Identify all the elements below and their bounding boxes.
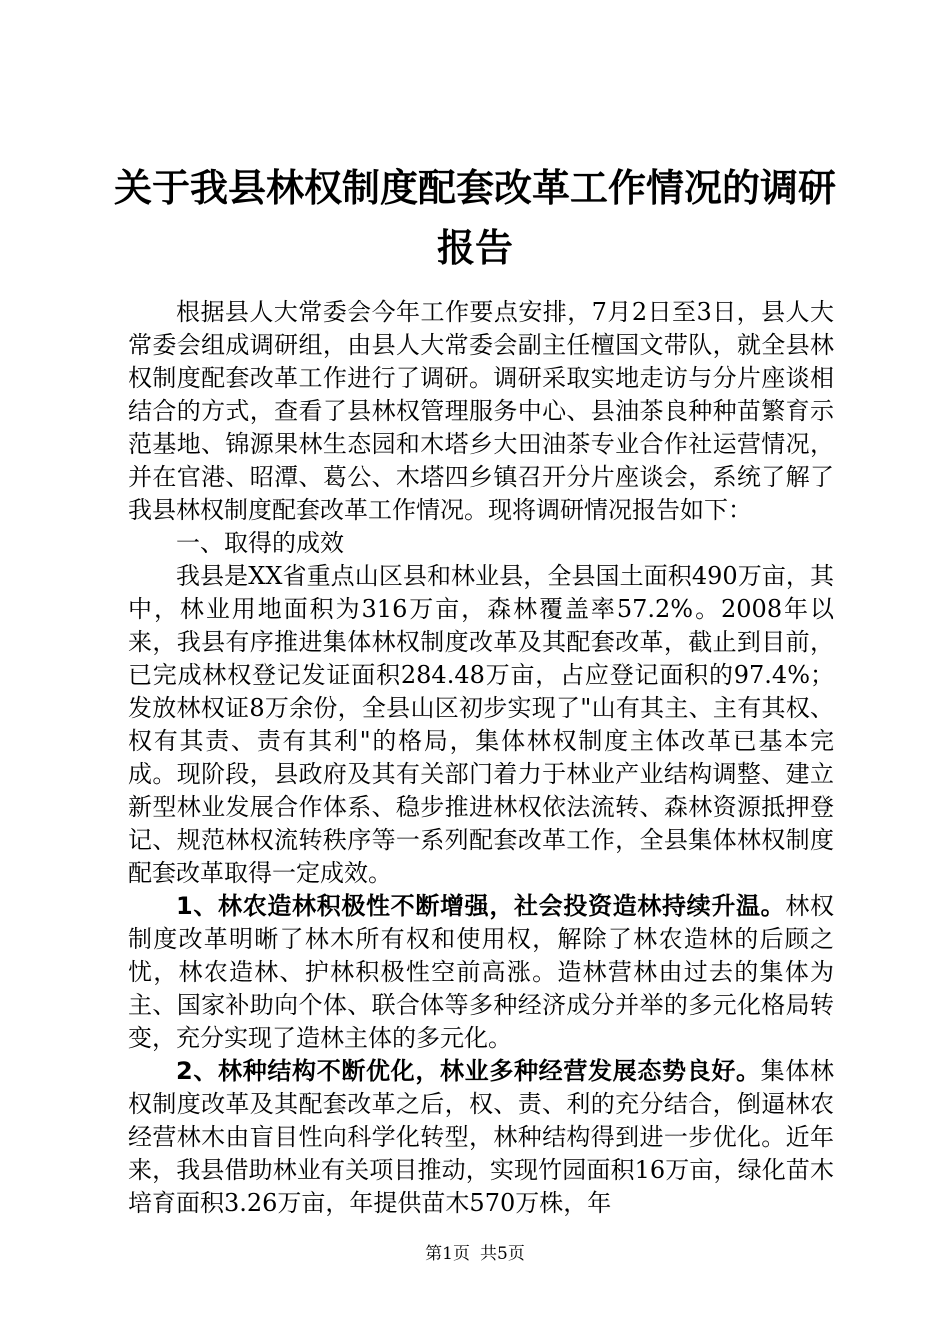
page-total: 共5页 <box>480 1244 525 1264</box>
page-number: 第1页 <box>425 1244 470 1264</box>
page-footer <box>0 1243 950 1265</box>
point-2-paragraph <box>128 1055 834 1220</box>
point-1-paragraph <box>128 890 834 1055</box>
point-1-text: 林权制度改革明晰了林木所有权和使用权，解除了林农造林的后顾之忧，林农造林、护林积极性空前高涨。造林营林由过去的集体为主、国家补助向个体、联合体等多种经济成分并举的多元化格局转变，充分实现了造林主体的多元化。 <box>128 892 835 1052</box>
point-2-text: 集体林权制度改革及其配套改革之后，权、责、利的充分结合，倒逼林农经营林木由盲目性向科学化转型，林种结构得到进一步优化。近年来，我县借助林业有关项目推动，实现竹园面积16万亩，绿化苗木培育面积3.26万亩，年提供苗木570万株，年 <box>128 1057 835 1217</box>
point-1-heading: 1、林农造林积极性不断增强，社会投资造林持续升温。 <box>176 892 786 920</box>
point-2-heading: 2、林种结构不断优化，林业多种经营发展态势良好。 <box>176 1057 761 1085</box>
document-title: 关于我县林权制度配套改革工作情况的调研报告 <box>113 165 836 270</box>
section-paragraph: 我县是XX省重点山区县和林业县，全县国土面积490万亩，其中，林业用地面积为316万亩，森林覆盖率57.2%。2008年以来，我县有序推进集体林权制度改革及其配套改革，截止到目前，已完成林权登记发证面积284.48万亩，占应登记面积的97.4%；发放林权证8万余份，全县山区初步实现了"山有其主、主有其权、权有其责、责有其利"的格局，集体林权制度主体改革已基本完成。现阶段，县政府及其有关部门着力于林业产业结构调整、建立新型林业发展合作体系、稳步推进林权依法流转、森林资源抵押登记、规范林权流转秩序等一系列配套改革工作，全县集体林权制度配套改革取得一定成效。 <box>128 562 834 887</box>
document-body <box>128 296 834 1220</box>
intro-paragraph: 根据县人大常委会今年工作要点安排，7月2日至3日，县人大常委会组成调研组，由县人大常委会副主任檀国文带队，就全县林权制度配套改革工作进行了调研。调研采取实地走访与分片座谈相结合的方式，查看了县林权管理服务中心、县油茶良种种苗繁育示范基地、锦源果林生态园和木塔乡大田油茶专业合作社运营情况，并在官港、昭潭、葛公、木塔四乡镇召开分片座谈会，系统了解了我县林权制度配套改革工作情况。现将调研情况报告如下： <box>128 298 834 524</box>
section-heading: 一、取得的成效 <box>176 529 344 557</box>
